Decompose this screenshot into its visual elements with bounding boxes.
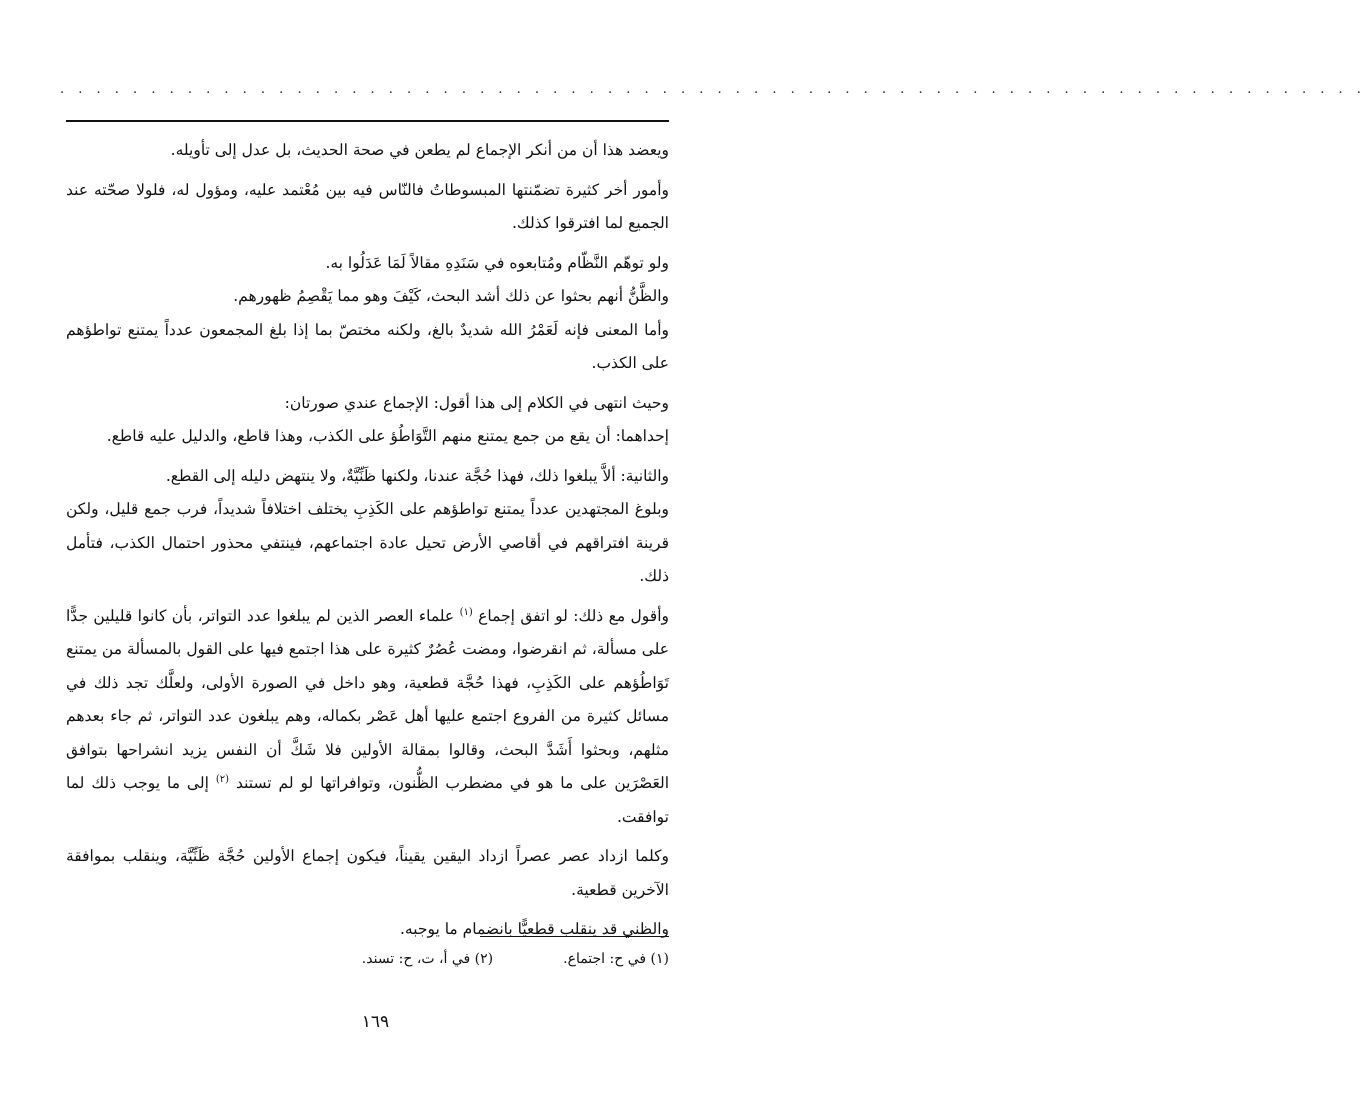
paragraph-text: وأقول مع ذلك: لو اتفق إجماع xyxy=(478,606,669,625)
paragraph: وكلما ازداد عصر عصراً ازداد اليقين يقيناً، فيكون إجماع الأولين حُجَّة ظَنِّيَّة، وينقلب بموافقة الآخرين قطعية. xyxy=(66,847,669,899)
paragraph: وأمور أخر كثيرة تضمّنتها المبسوطاتُ فالنّاس فيه بين مُعْتمد عليه، ومؤول له، فلولا صحّته عند الجميع لما افترقوا كذلك. xyxy=(66,180,669,232)
footnote-rule xyxy=(480,936,669,937)
paragraph: والظَّنُّ أنهم بحثوا عن ذلك أشد البحث، كَيْفَ وهو مما يَقْصِمُ ظهورهم. xyxy=(233,287,669,305)
page-number: ١٦٩ xyxy=(361,1012,390,1032)
paragraph: ولو توهّم النَّظّام ومُتابعوه في سَنَدِهِ مقالاً لَمَا عَدَلُوا به. xyxy=(325,253,669,272)
paragraph-text: إلى ما يوجب ذلك لما توافقت. xyxy=(66,774,669,826)
paragraph: ويعضد هذا أن من أنكر الإجماع لم يطعن في صحة الحديث، بل عدل إلى تأويله. xyxy=(170,141,669,159)
paragraph: والثانية: ألاَّ يبلغوا ذلك، فهذا حُجَّة عندنا، ولكنها ظَنِّيَّةٌ، ولا ينتهض دليله إلى القطع. xyxy=(165,466,669,485)
footnote-1: (١) في ح: اجتماع. xyxy=(563,951,669,967)
header-rule xyxy=(66,120,669,122)
paragraph-text: علماء العصر الذين لم يبلغوا عدد التواتر، بأن كانوا قليلين جدًّا على مسألة، ثم انقرضوا، ومضت عُصُرٌ كثيرة على هذا اجتمع فيها على القول بالمسألة من يمتنع تَوَاطُؤهم على الكَذِبِ، فهذا حُجَّة قطعية، وهو داخل في الصورة الأولى، ولعلَّك تجد ذلك في مسائل كثيرة من الفروع اجتمع عليها أهل عَصْر بكماله، وهم يبلغون عدد التواتر، ثم جاء بعدهم مثلهم، وبحثوا أَشَدَّ البحث، وقالوا بمقالة الأولين فلا شَكَّ أن النفس يزيد انشراحها بتوافق العَصْرَين على ما هو في مضطرب الظُّنون، وتوافراتها لو لم تستند xyxy=(66,606,670,792)
paragraph: إحداهما: أن يقع من جمع يمتنع منهم التَّوَاطُؤ على الكذب، وهذا قاطع، والدليل عليه قاطع. xyxy=(106,427,669,445)
footnotes xyxy=(66,946,669,972)
paragraph-with-footnotes xyxy=(66,600,669,835)
paragraph: وأما المعنى فإنه لَعَمْرُ الله شديدٌ بالغ، ولكنه مختصّ بما إذا بلغ المجمعون عدداً يمتنع تواطؤهم على الكذب. xyxy=(66,320,669,372)
paragraph: وبلوغ المجتهدين عدداً يمتنع تواطؤهم على الكَذِبِ يختلف اختلافاً شديداً، فرب جمع قليل، ولكن قرينة افتراقهم في أقاصي الأرض تحيل عادة اجتماعهم، فينتفي محذور احتمال الكذب، فتأمل ذلك. xyxy=(66,500,669,585)
footnote-ref-2: (٢) xyxy=(215,773,230,785)
footnote-ref-1: (١) xyxy=(459,606,473,618)
paragraph: والظني قد ينقلب قطعيًّا بانضمام ما يوجبه. xyxy=(399,920,669,938)
paragraph: وحيث انتهى في الكلام إلى هذا أقول: الإجماع عندي صورتان: xyxy=(284,393,669,412)
header-dotted-line: . . . . . . . . . . . . . . . . . . . . . . . . . . . . . . . . . . . . . . . . . . . . . . . . . . . . . . . . . . . . . . . . . . . . . . . . xyxy=(60,82,1366,97)
footnote-2: (٢) في أ، ت، ح: تسند. xyxy=(361,951,494,967)
main-text xyxy=(66,134,669,947)
